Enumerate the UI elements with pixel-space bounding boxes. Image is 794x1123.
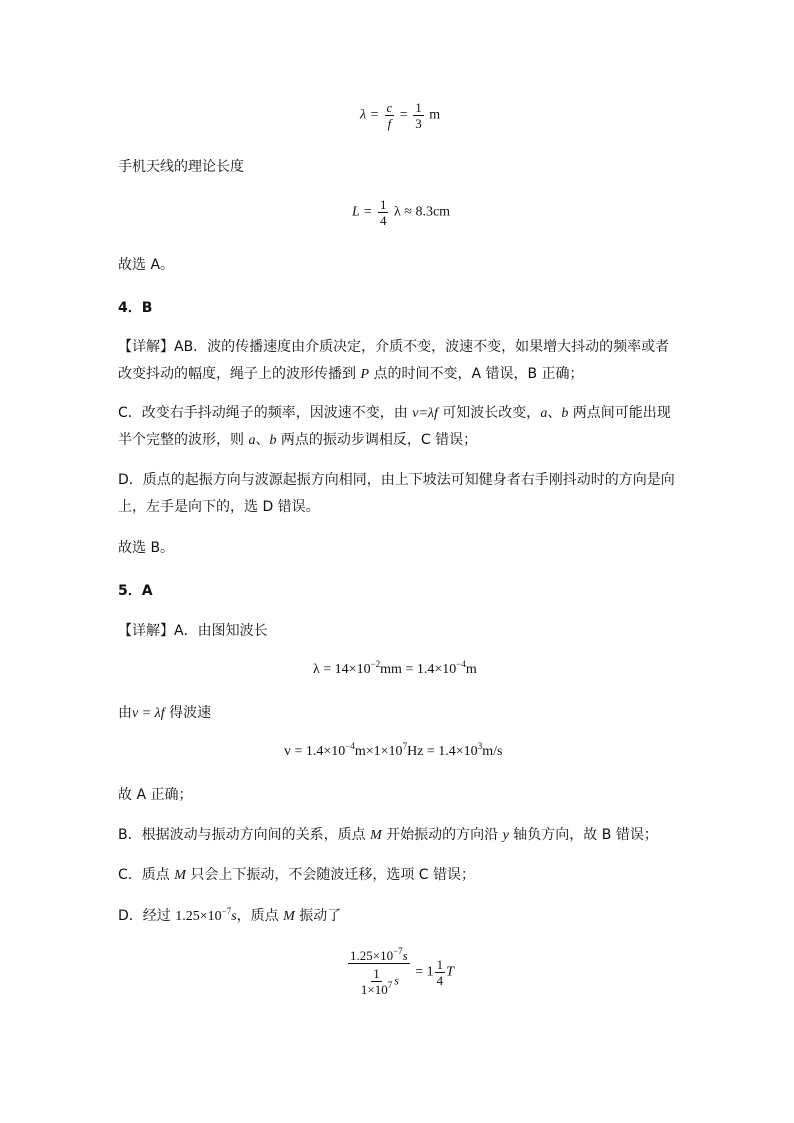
formula-antenna-length: [352, 197, 450, 228]
unit: s: [231, 909, 237, 924]
axis-y: y: [502, 828, 509, 843]
text-span: 两点的振动步调相反，C 错误；: [276, 432, 478, 448]
numerator: 1: [379, 197, 387, 212]
fraction: [435, 957, 446, 988]
separator: 、: [255, 432, 270, 448]
numerator: 1: [436, 957, 444, 972]
q5-detail-line-4: [118, 825, 658, 846]
q5-detail-line-2: [118, 703, 211, 724]
q4-detail-line-5: D．质点的起振方向与波源起振方向相同，由上下坡法可知健身者右手刚抖动时的方向是向: [118, 472, 675, 488]
point-b: b: [561, 406, 569, 421]
q5-detail-line-3: 故 A 正确；: [118, 787, 193, 803]
answer-b: 故选 B。: [118, 540, 175, 556]
q4-detail-line-4: [118, 430, 477, 451]
question-4-heading: 4．B: [118, 300, 153, 316]
exponent: 7: [402, 741, 408, 751]
q5-detail-line-5: [118, 865, 475, 886]
formula-part: mm = 1.4×10: [380, 662, 457, 677]
formula-lhs: λ =: [360, 107, 380, 123]
point-a: a: [540, 406, 548, 421]
point-m: M: [370, 828, 382, 843]
text-span: 由: [118, 705, 132, 721]
denominator: 3: [415, 116, 422, 131]
exponent: 3: [477, 741, 483, 751]
text-span: C．质点: [118, 867, 175, 883]
fraction: [413, 100, 424, 131]
text-span: C．改变右手抖动绳子的频率，因波速不变，由: [118, 405, 413, 421]
equals-sign: =: [399, 107, 408, 123]
text-span: 振动了: [294, 908, 342, 924]
formula-part: λ = 14×10: [313, 662, 371, 677]
equals-sign: =: [415, 964, 424, 980]
text-span: 轴负方向，故 B 错误；: [508, 827, 658, 843]
denominator: f: [387, 116, 392, 131]
text-span: B．根据波动与振动方向间的关系，质点: [118, 827, 371, 843]
denominator: [359, 982, 394, 997]
fraction: [378, 197, 389, 228]
question-5-heading: 5．A: [118, 583, 153, 599]
text-span: ，质点: [236, 908, 284, 924]
formula-part: Hz = 1.4×10: [407, 744, 478, 759]
inline-formula: v = λf: [132, 706, 165, 721]
text-span: 可知波长改变，: [437, 405, 541, 421]
separator: 、: [547, 405, 562, 421]
text-span: 改变抖动的幅度，绳子上的波形传播到: [118, 366, 361, 382]
text-span: 只会上下振动，不会随波迁移，选项 C 错误；: [185, 867, 476, 883]
formula-wave-speed: [284, 741, 503, 760]
formula-part: m: [465, 662, 477, 677]
denominator: 4: [379, 213, 387, 228]
formula-lhs: L =: [352, 204, 373, 220]
text-span: 得波速: [164, 705, 212, 721]
unit: s: [394, 973, 399, 988]
mixed-whole: 1: [426, 964, 434, 980]
formula-wavelength-value: [313, 659, 477, 678]
q4-detail-line-6: 上，左手是向下的，选 D 错误。: [118, 499, 320, 515]
numerator: [348, 948, 410, 964]
unit: T: [446, 964, 454, 980]
exponent: −4: [345, 741, 355, 751]
text-span: 两点间可能出现: [568, 405, 671, 421]
exponent: −2: [370, 659, 381, 669]
denominator: [357, 964, 401, 997]
point-p: P: [360, 367, 370, 382]
numerator: 1: [373, 966, 380, 981]
numerator: 1: [415, 100, 422, 115]
formula-part: 1.25×10: [175, 909, 222, 924]
complex-fraction: [348, 948, 410, 997]
formula-part: 1.25×10: [350, 948, 394, 963]
denominator: 4: [436, 973, 444, 988]
formula-part: m×1×10: [354, 744, 403, 759]
q4-detail-line-3: [118, 403, 671, 424]
unit: s: [402, 948, 408, 963]
inline-formula: v=λf: [412, 406, 438, 421]
exponent: −7: [393, 946, 403, 956]
point-m: M: [174, 868, 186, 883]
paragraph-antenna: 手机天线的理论长度: [118, 159, 244, 175]
exponent: −4: [456, 659, 466, 669]
text-span: 开始振动的方向沿: [381, 827, 503, 843]
numerator: c: [386, 100, 393, 115]
fraction: [385, 100, 395, 131]
q4-detail-line-2: [118, 364, 584, 385]
text-span: 半个完整的波形，则: [118, 432, 249, 448]
formula-part: v = 1.4×10: [284, 744, 346, 759]
formula-part: 1×10: [360, 982, 388, 997]
inner-fraction: [359, 966, 394, 997]
point-a: a: [248, 433, 256, 448]
text-span: 点的时间不变，A 错误，B 正确；: [369, 366, 584, 382]
point-b: b: [269, 433, 277, 448]
formula-part: m/s: [482, 744, 503, 759]
formula-wavelength: [360, 100, 440, 131]
q5-detail-line-1: 【详解】A．由图知波长: [118, 623, 268, 639]
answer-a: 故选 A。: [118, 257, 175, 273]
unit: m: [429, 107, 441, 123]
exponent: −7: [221, 906, 232, 916]
text-span: D．经过: [118, 908, 176, 924]
exponent: 7: [387, 980, 393, 990]
point-m: M: [283, 909, 295, 924]
q5-detail-line-6: [118, 906, 341, 927]
formula-period-count: [346, 948, 454, 997]
formula-rhs: λ ≈ 8.3cm: [393, 204, 451, 220]
q4-detail-line-1: 【详解】AB．波的传播速度由介质决定，介质不变，波速不变，如果增大抖动的频率或者: [118, 339, 670, 355]
